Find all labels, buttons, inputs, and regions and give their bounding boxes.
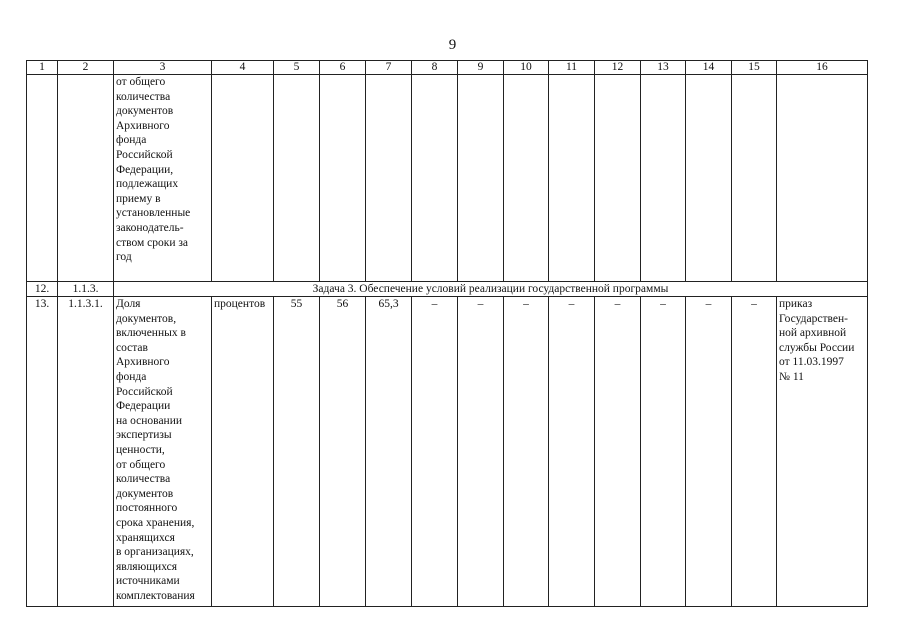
column-number-row	[27, 61, 868, 75]
value-cell: –	[732, 297, 777, 607]
row-code: 1.1.3.	[58, 282, 114, 297]
value-cell: 56	[320, 297, 366, 607]
column-header: 13	[641, 61, 686, 75]
column-header: 8	[412, 61, 458, 75]
column-header: 10	[504, 61, 549, 75]
task-row	[27, 282, 868, 297]
table-cell	[366, 75, 412, 282]
table-cell	[549, 75, 595, 282]
row-code: 1.1.3.1.	[58, 297, 114, 607]
row-number: 13.	[27, 297, 58, 607]
value-cell: 65,3	[366, 297, 412, 607]
column-header: 7	[366, 61, 412, 75]
value-cell: –	[549, 297, 595, 607]
table-cell	[686, 75, 732, 282]
column-header: 2	[58, 61, 114, 75]
table-cell	[212, 75, 274, 282]
value-cell: –	[504, 297, 549, 607]
column-header: 15	[732, 61, 777, 75]
value-cell: –	[595, 297, 641, 607]
column-header: 16	[777, 61, 868, 75]
column-header: 4	[212, 61, 274, 75]
table-cell	[641, 75, 686, 282]
table-cell	[458, 75, 504, 282]
table-cell	[320, 75, 366, 282]
column-header: 6	[320, 61, 366, 75]
column-header: 11	[549, 61, 595, 75]
column-header: 14	[686, 61, 732, 75]
table-cell	[58, 75, 114, 282]
table-cell	[732, 75, 777, 282]
column-header: 5	[274, 61, 320, 75]
column-header: 1	[27, 61, 58, 75]
table-cell	[27, 75, 58, 282]
basis-cell: приказ Государствен- ной архивной службы России от 11.03.1997 № 11	[777, 297, 868, 607]
indicator-name-cell: от общего количества документов Архивного фонда Российской Федерации, подлежащих приему в установленные законодатель- ством сроки за год	[114, 75, 212, 282]
table-cell	[412, 75, 458, 282]
column-header: 9	[458, 61, 504, 75]
indicators-table	[26, 60, 868, 607]
indicator-row	[27, 297, 868, 607]
page-number: 9	[448, 37, 457, 53]
continuation-row	[27, 75, 868, 282]
unit-cell: процентов	[212, 297, 274, 607]
table-cell	[777, 75, 868, 282]
table-cell	[274, 75, 320, 282]
task-title: Задача 3. Обеспечение условий реализации государственной программы	[114, 282, 868, 297]
indicator-name-cell: Доля документов, включенных в состав Архивного фонда Российской Федерации на основании экспертизы ценности, от общего количества документов постоянного срока хранения, хранящихся в организациях, являющихся источниками комплектования	[114, 297, 212, 607]
table-cell	[595, 75, 641, 282]
value-cell: –	[412, 297, 458, 607]
table-cell	[504, 75, 549, 282]
value-cell: –	[686, 297, 732, 607]
value-cell: –	[458, 297, 504, 607]
column-header: 12	[595, 61, 641, 75]
column-header: 3	[114, 61, 212, 75]
value-cell: 55	[274, 297, 320, 607]
value-cell: –	[641, 297, 686, 607]
row-number: 12.	[27, 282, 58, 297]
